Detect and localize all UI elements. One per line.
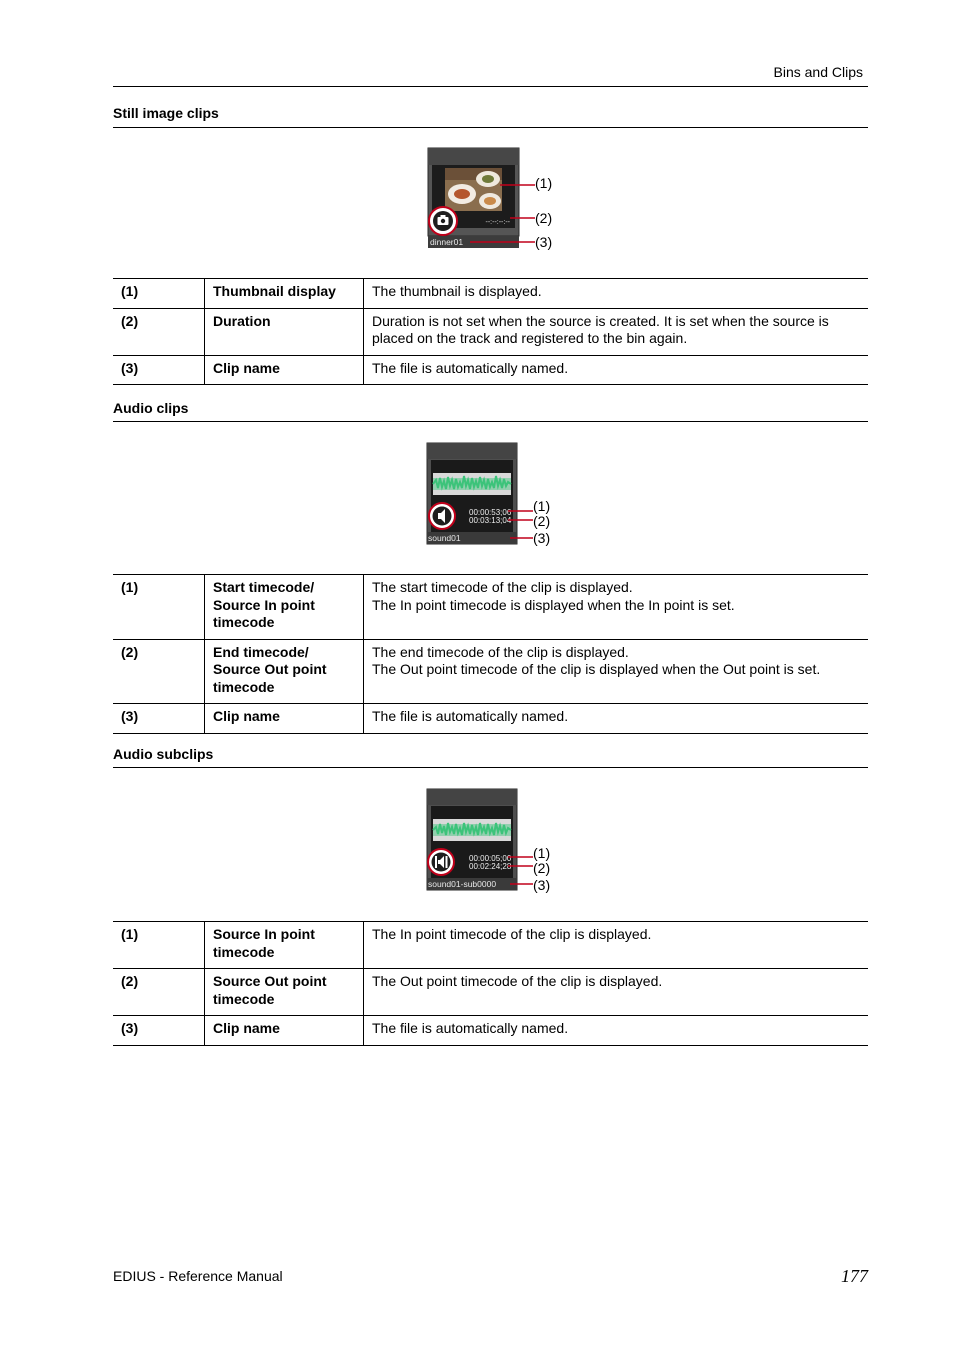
clip-name-label: dinner01 xyxy=(430,237,464,247)
table-row xyxy=(113,969,868,1016)
row-number: (1) xyxy=(113,922,205,969)
thumbnail-display xyxy=(445,168,502,211)
row-term: Thumbnail display xyxy=(205,279,364,309)
table-row xyxy=(113,279,868,309)
audio-clip-figure xyxy=(420,440,570,550)
section-title-still-image: Still image clips xyxy=(113,105,219,121)
still-image-clip-figure xyxy=(420,145,570,255)
row-description: The In point timecode of the clip is displayed. xyxy=(364,922,869,969)
running-header: Bins and Clips xyxy=(773,64,863,80)
row-number: (3) xyxy=(113,1016,205,1046)
table-row xyxy=(113,355,868,385)
section-rule xyxy=(113,421,868,422)
row-description: The thumbnail is displayed. xyxy=(364,279,869,309)
subclip-speaker-icon xyxy=(428,849,454,875)
row-term: End timecode/ Source Out point timecode xyxy=(205,639,364,704)
clip-name-label: sound01 xyxy=(428,533,461,543)
row-description: The Out point timecode of the clip is displayed. xyxy=(364,969,869,1016)
row-description: The file is automatically named. xyxy=(364,1016,869,1046)
callout-1: (1) xyxy=(533,498,551,514)
row-term: Clip name xyxy=(205,355,364,385)
audio-subclip-table xyxy=(113,921,868,1046)
callout-1: (1) xyxy=(535,175,553,191)
callout-1: (1) xyxy=(533,845,551,861)
callout-2: (2) xyxy=(533,513,551,529)
audio-subclip-figure xyxy=(420,786,570,896)
table-row xyxy=(113,639,868,704)
still-image-clip-table xyxy=(113,278,868,385)
row-number: (2) xyxy=(113,639,205,704)
header-rule xyxy=(113,86,868,87)
source-out-timecode: 00:02:24;28 xyxy=(469,862,512,871)
callout-3: (3) xyxy=(533,877,551,893)
callout-3: (3) xyxy=(535,234,553,250)
page-number: 177 xyxy=(841,1266,868,1286)
row-description: The file is automatically named. xyxy=(364,355,869,385)
end-timecode: 00:03:13;04 xyxy=(469,516,512,525)
row-number: (1) xyxy=(113,575,205,640)
row-number: (3) xyxy=(113,355,205,385)
table-row xyxy=(113,1016,868,1046)
source-in-timecode: 00:00:05;00 xyxy=(469,854,512,863)
duration-display: --:--:--:-- xyxy=(485,219,510,226)
table-row xyxy=(113,922,868,969)
section-title-audio-subclips: Audio subclips xyxy=(113,746,214,762)
audio-clip-table xyxy=(113,574,868,734)
section-rule xyxy=(113,767,868,768)
row-number: (3) xyxy=(113,704,205,734)
clip-name-label: sound01-sub0000 xyxy=(428,879,497,889)
table-row xyxy=(113,704,868,734)
start-timecode: 00:00:53;06 xyxy=(469,508,512,517)
row-number: (2) xyxy=(113,969,205,1016)
camera-icon xyxy=(429,207,457,235)
row-term: Source In point timecode xyxy=(205,922,364,969)
row-term: Duration xyxy=(205,308,364,355)
row-number: (2) xyxy=(113,308,205,355)
row-term: Clip name xyxy=(205,1016,364,1046)
callout-2: (2) xyxy=(535,210,553,226)
table-row xyxy=(113,308,868,355)
speaker-icon xyxy=(429,503,455,529)
callout-3: (3) xyxy=(533,530,551,546)
row-number: (1) xyxy=(113,279,205,309)
row-description: Duration is not set when the source is created. It is set when the source is placed on the track and registered to the bin again. xyxy=(364,308,869,355)
row-description: The file is automatically named. xyxy=(364,704,869,734)
table-row xyxy=(113,575,868,640)
row-description: The start timecode of the clip is displayed. The In point timecode is displayed when the In point is set. xyxy=(364,575,869,640)
row-description: The end timecode of the clip is displayed. The Out point timecode of the clip is displayed when the Out point is set. xyxy=(364,639,869,704)
row-term: Clip name xyxy=(205,704,364,734)
section-rule xyxy=(113,127,868,128)
section-title-audio-clips: Audio clips xyxy=(113,400,189,416)
callout-2: (2) xyxy=(533,860,551,876)
row-term: Start timecode/ Source In point timecode xyxy=(205,575,364,640)
footer-manual-title: EDIUS - Reference Manual xyxy=(113,1268,283,1284)
row-term: Source Out point timecode xyxy=(205,969,364,1016)
